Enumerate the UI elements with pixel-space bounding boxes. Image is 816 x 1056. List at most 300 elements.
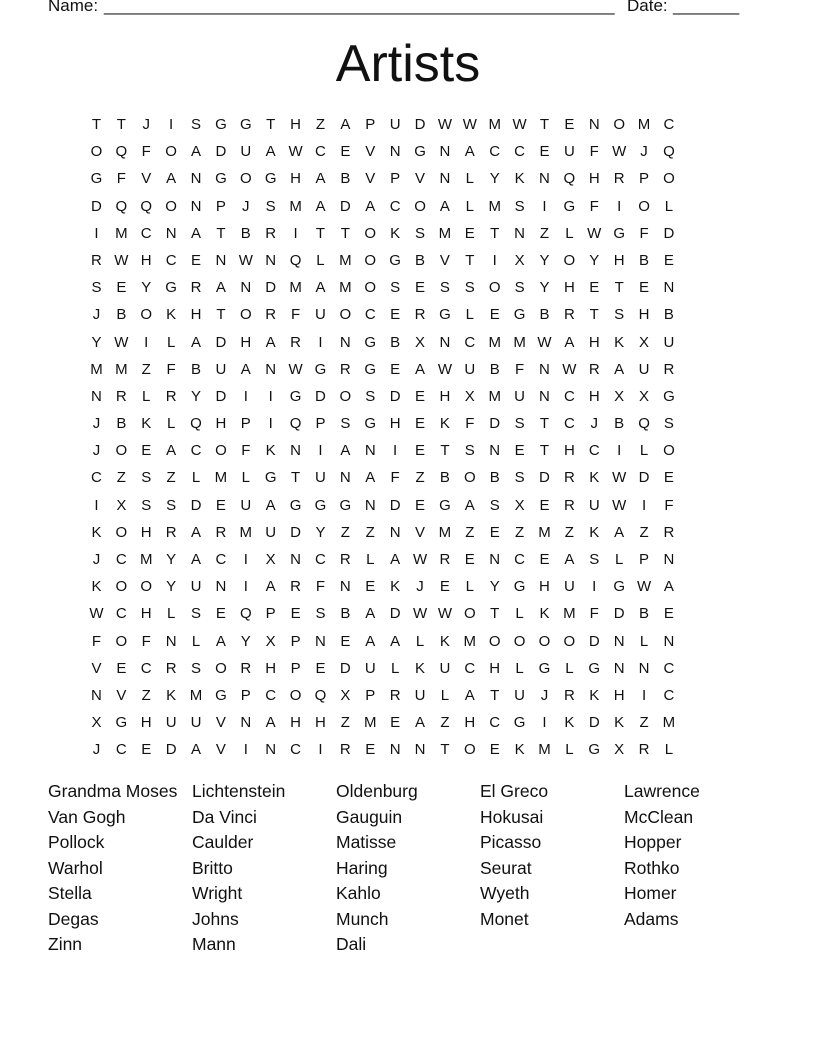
grid-letter: M (637, 116, 651, 133)
grid-letter: S (340, 415, 351, 433)
grid-letter: F (390, 469, 400, 487)
grid-letter: D (638, 469, 650, 487)
grid-letter: C (663, 686, 675, 704)
grid-letter: B (415, 251, 426, 269)
grid-letter: D (588, 632, 600, 650)
grid-letter: H (265, 659, 277, 677)
grid-letter: X (614, 387, 625, 405)
grid-letter: F (166, 360, 176, 378)
grid-letter: H (563, 442, 575, 460)
grid-letter: V (415, 523, 426, 541)
grid-letter: E (315, 659, 326, 677)
word-bank-item: Hopper (624, 832, 682, 852)
grid-letter: M (289, 197, 302, 215)
grid-letter: A (215, 632, 226, 650)
grid-letter: A (663, 578, 674, 596)
grid-letter: Q (239, 605, 252, 623)
grid-letter: O (414, 197, 426, 215)
grid-letter: U (190, 714, 202, 732)
grid-letter: M (438, 523, 452, 541)
grid-letter: C (215, 551, 227, 568)
grid-letter: G (663, 387, 675, 405)
grid-letter: M (513, 333, 526, 351)
grid-letter: S (265, 197, 276, 215)
grid-letter: L (465, 306, 474, 324)
grid-letter: G (513, 306, 526, 324)
grid-letter: H (240, 333, 252, 351)
grid-letter: A (191, 224, 202, 242)
word-bank-item: Adams (624, 908, 679, 929)
grid-letter: U (364, 659, 376, 677)
grid-row (84, 573, 732, 600)
grid-letter: P (315, 415, 326, 433)
grid-letter: U (464, 360, 476, 378)
word-column (624, 779, 764, 932)
grid-letter: W (238, 251, 253, 269)
grid-letter: M (339, 279, 352, 297)
grid-letter: A (265, 578, 276, 596)
grid-letter: Q (663, 143, 675, 161)
grid-row (84, 519, 732, 546)
grid-letter: M (363, 714, 377, 732)
grid-letter: S (415, 224, 426, 242)
grid-letter: S (191, 605, 202, 623)
grid-letter: E (489, 523, 500, 541)
grid-letter: T (490, 686, 500, 704)
grid-letter: D (389, 387, 401, 405)
grid-row (84, 437, 732, 464)
grid-letter: F (141, 143, 151, 161)
grid-letter: G (90, 170, 103, 188)
grid-letter: K (589, 523, 600, 541)
grid-letter: T (490, 605, 500, 623)
grid-letter: B (240, 224, 251, 242)
grid-letter: D (489, 415, 501, 433)
grid-letter: I (268, 415, 273, 433)
grid-letter: A (365, 197, 376, 215)
grid-letter: D (414, 116, 426, 133)
grid-letter: R (290, 578, 301, 596)
grid-letter: I (318, 442, 323, 460)
word-column (480, 779, 620, 932)
grid-letter: L (565, 224, 574, 242)
grid-letter: L (639, 632, 649, 650)
word-column (48, 779, 188, 958)
grid-letter: C (514, 551, 525, 568)
word-bank-item: Da Vinci (192, 806, 257, 827)
grid-letter: J (92, 442, 101, 460)
grid-letter: Z (166, 469, 176, 487)
grid-letter: X (116, 496, 127, 514)
grid-row (84, 274, 732, 301)
grid-letter: E (464, 551, 475, 568)
grid-letter: B (489, 469, 500, 487)
grid-row (84, 410, 732, 437)
grid-letter: A (439, 197, 450, 215)
grid-letter: Z (539, 224, 550, 242)
grid-letter: D (91, 197, 102, 215)
grid-letter: N (165, 224, 177, 242)
grid-letter: W (412, 605, 428, 623)
grid-letter: F (315, 578, 326, 596)
grid-letter: E (390, 714, 401, 732)
grid-letter: E (439, 578, 450, 596)
grid-letter: K (166, 686, 177, 704)
grid-letter: S (315, 605, 326, 623)
grid-letter: H (464, 714, 476, 732)
word-bank-item: Homer (624, 883, 677, 903)
grid-letter: B (116, 306, 127, 324)
grid-letter: P (639, 551, 650, 568)
grid-letter: D (215, 143, 227, 161)
grid-letter: A (265, 714, 276, 732)
grid-letter: Y (91, 333, 102, 351)
grid-letter: Z (116, 469, 126, 487)
grid-letter: A (464, 143, 475, 161)
word-bank-item: Hokusai (480, 806, 544, 827)
grid-letter: U (563, 143, 575, 161)
grid-letter: F (241, 442, 251, 460)
grid-letter: H (638, 306, 650, 324)
grid-row (84, 247, 732, 274)
grid-letter: Z (415, 469, 425, 487)
grid-letter: U (588, 496, 600, 514)
grid-letter: T (266, 116, 276, 133)
grid-letter: K (141, 415, 152, 433)
grid-letter: Y (240, 632, 251, 650)
grid-letter: D (165, 741, 177, 759)
grid-letter: F (515, 360, 525, 378)
grid-letter: H (588, 333, 600, 351)
grid-letter: D (339, 659, 351, 677)
grid-row (84, 546, 732, 573)
grid-letter: G (364, 333, 377, 351)
grid-letter: F (290, 306, 301, 324)
word-bank-item: Johns (192, 908, 239, 929)
grid-letter: H (290, 170, 301, 188)
grid-letter: U (240, 143, 252, 161)
grid-letter: D (539, 469, 550, 487)
grid-row (84, 329, 732, 356)
grid-letter: N (539, 387, 550, 405)
grid-letter: O (513, 632, 526, 650)
grid-letter: K (614, 714, 625, 732)
grid-letter: K (439, 415, 450, 433)
grid-letter: D (215, 333, 227, 351)
grid-letter: R (389, 686, 401, 704)
word-bank-item: Van Gogh (48, 806, 126, 827)
grid-letter: H (588, 387, 600, 405)
grid-letter: A (415, 714, 426, 732)
grid-letter: R (439, 551, 451, 568)
grid-letter: B (116, 415, 127, 433)
grid-letter: K (390, 224, 401, 242)
grid-letter: V (365, 143, 376, 161)
grid-letter: G (264, 469, 277, 487)
grid-letter: A (191, 143, 202, 161)
grid-letter: J (142, 116, 150, 133)
grid-letter: E (340, 632, 351, 650)
grid-letter: Z (639, 523, 649, 541)
grid-letter: U (315, 469, 326, 487)
grid-letter: X (514, 251, 525, 269)
grid-letter: I (243, 551, 248, 568)
grid-letter: O (613, 116, 625, 133)
grid-letter: W (587, 224, 602, 242)
grid-letter: J (590, 415, 598, 433)
grid-letter: K (589, 686, 600, 704)
header-line (48, 0, 748, 20)
grid-letter: C (563, 415, 575, 433)
grid-letter: V (141, 170, 152, 188)
grid-letter: N (389, 741, 401, 759)
grid-letter: G (538, 659, 551, 677)
grid-letter: B (663, 306, 674, 324)
grid-letter: M (214, 469, 228, 487)
grid-letter: D (389, 496, 401, 514)
grid-letter: I (393, 442, 398, 460)
grid-letter: N (240, 279, 252, 297)
grid-letter: T (216, 306, 226, 324)
grid-letter: A (464, 686, 475, 704)
grid-letter: C (563, 387, 575, 405)
grid-letter: N (215, 578, 227, 596)
grid-letter: E (290, 605, 301, 623)
grid-letter: M (90, 360, 103, 378)
grid-letter: X (415, 333, 426, 351)
grid-letter: R (339, 741, 351, 759)
grid-letter: R (339, 551, 351, 568)
grid-letter: T (440, 741, 450, 759)
grid-letter: X (614, 741, 625, 759)
grid-letter: S (91, 279, 102, 297)
grid-letter: C (315, 143, 326, 161)
grid-letter: A (564, 551, 575, 568)
grid-letter: J (92, 551, 101, 568)
grid-row (84, 736, 732, 763)
grid-letter: R (563, 306, 575, 324)
grid-letter: J (92, 306, 101, 324)
grid-letter: V (91, 659, 102, 677)
grid-letter: R (339, 360, 351, 378)
grid-letter: O (140, 578, 153, 596)
grid-letter: G (314, 360, 327, 378)
grid-letter: E (415, 442, 426, 460)
grid-letter: H (489, 659, 501, 677)
grid-letter: C (115, 741, 127, 759)
grid-letter: N (439, 333, 451, 351)
word-bank-item: Mann (192, 934, 236, 954)
grid-letter: O (638, 197, 650, 215)
grid-letter: N (439, 143, 451, 161)
grid-letter: B (390, 333, 401, 351)
grid-letter: S (614, 306, 625, 324)
grid-letter: D (613, 605, 625, 623)
grid-letter: W (612, 469, 627, 487)
grid-letter: Z (515, 523, 525, 541)
grid-letter: N (414, 741, 426, 759)
grid-letter: R (290, 333, 301, 351)
grid-letter: A (315, 197, 326, 215)
grid-letter: U (514, 387, 525, 405)
grid-letter: A (166, 442, 177, 460)
grid-letter: O (364, 279, 377, 297)
grid-letter: A (191, 551, 202, 568)
grid-letter: S (464, 442, 475, 460)
grid-letter: M (139, 551, 153, 568)
grid-letter: F (639, 224, 649, 242)
grid-letter: N (588, 116, 600, 133)
grid-letter: O (115, 578, 128, 596)
grid-letter: D (290, 523, 301, 541)
grid-letter: I (617, 197, 622, 215)
grid-letter: D (315, 387, 326, 405)
grid-letter: Z (564, 523, 574, 541)
grid-letter: O (289, 686, 302, 704)
grid-letter: P (290, 632, 301, 650)
grid-letter: K (265, 442, 276, 460)
grid-letter: B (614, 415, 625, 433)
grid-letter: U (190, 578, 202, 596)
grid-letter: C (265, 686, 277, 704)
grid-letter: H (315, 714, 326, 732)
word-bank-item: Lichtenstein (192, 781, 286, 801)
grid-letter: H (588, 170, 600, 188)
grid-letter: Z (340, 714, 350, 732)
grid-letter: C (489, 714, 501, 732)
grid-letter: I (94, 224, 99, 242)
grid-letter: T (589, 306, 599, 324)
grid-letter: D (663, 224, 675, 242)
grid-letter: G (215, 170, 227, 188)
grid-letter: S (514, 279, 525, 297)
grid-letter: K (91, 523, 102, 541)
grid-letter: L (316, 251, 325, 269)
word-bank-item: Monet (480, 908, 529, 929)
grid-letter: E (663, 469, 674, 487)
grid-letter: N (190, 170, 202, 188)
grid-letter: K (439, 632, 450, 650)
grid-letter: O (115, 442, 128, 460)
grid-letter: U (215, 360, 227, 378)
grid-letter: E (390, 306, 401, 324)
grid-letter: L (166, 415, 176, 433)
grid-letter: N (489, 551, 501, 568)
grid-letter: P (365, 686, 376, 704)
grid-letter: Z (465, 523, 475, 541)
grid-letter: X (91, 714, 102, 732)
grid-letter: C (140, 224, 152, 242)
grid-letter: M (115, 224, 128, 242)
grid-letter: J (242, 197, 250, 215)
grid-letter: K (415, 659, 426, 677)
grid-letter: N (439, 170, 451, 188)
grid-letter: O (663, 442, 675, 460)
grid-letter: Q (638, 415, 650, 433)
grid-letter: W (412, 551, 428, 568)
grid-letter: Y (191, 387, 202, 405)
word-bank-item: Grandma Moses (48, 781, 178, 801)
grid-letter: H (140, 714, 152, 732)
grid-letter: M (463, 632, 477, 650)
grid-letter: T (290, 469, 301, 487)
grid-row (84, 600, 732, 627)
word-bank-item: Wright (192, 883, 243, 903)
grid-letter: I (243, 741, 248, 759)
grid-letter: L (664, 741, 674, 759)
grid-letter: N (290, 551, 301, 568)
grid-letter: U (563, 578, 575, 596)
grid-letter: M (488, 387, 501, 405)
grid-letter: A (390, 551, 401, 568)
grid-letter: H (290, 116, 301, 133)
grid-letter: G (314, 496, 327, 514)
grid-row (84, 709, 732, 736)
grid-letter: V (215, 741, 226, 759)
grid-letter: K (564, 714, 575, 732)
grid-letter: A (191, 741, 202, 759)
grid-letter: E (116, 279, 127, 297)
grid-letter: J (540, 686, 549, 704)
grid-letter: R (115, 387, 127, 405)
grid-letter: G (588, 741, 601, 759)
grid-letter: V (439, 251, 450, 269)
grid-letter: G (613, 578, 625, 596)
grid-letter: Y (166, 551, 177, 568)
grid-letter: A (614, 523, 625, 541)
grid-letter: M (488, 116, 501, 133)
grid-letter: S (390, 279, 401, 297)
grid-letter: E (663, 251, 674, 269)
grid-letter: R (190, 279, 202, 297)
grid-letter: J (92, 741, 101, 759)
date-blank-line: _______ (673, 0, 740, 15)
grid-letter: M (538, 523, 551, 541)
grid-letter: R (91, 251, 102, 269)
word-bank-item: Lawrence (624, 781, 700, 801)
grid-letter: X (464, 387, 475, 405)
grid-letter: N (91, 387, 102, 405)
grid-letter: Y (539, 251, 550, 269)
grid-letter: E (415, 415, 426, 433)
grid-letter: R (613, 170, 625, 188)
grid-letter: X (265, 632, 276, 650)
grid-letter: T (614, 279, 624, 297)
grid-letter: A (315, 279, 326, 297)
grid-letter: L (465, 578, 474, 596)
grid-letter: Z (141, 360, 151, 378)
grid-letter: N (91, 686, 102, 704)
grid-letter: A (614, 360, 625, 378)
grid-letter: P (390, 170, 401, 188)
word-bank-item: Zinn (48, 934, 83, 954)
grid-letter: G (513, 714, 526, 732)
grid-letter: L (465, 197, 474, 215)
grid-letter: G (439, 496, 451, 514)
grid-letter: Z (639, 714, 649, 732)
grid-letter: Q (140, 197, 153, 215)
grid-row (84, 220, 732, 247)
grid-letter: N (489, 442, 501, 460)
grid-letter: P (290, 659, 301, 677)
word-bank-item: Gauguin (336, 806, 403, 827)
grid-letter: N (613, 659, 625, 677)
grid-letter: O (463, 741, 476, 759)
grid-letter: W (288, 143, 303, 161)
grid-letter: Q (563, 170, 576, 188)
grid-letter: E (365, 578, 376, 596)
grid-letter: L (515, 659, 524, 677)
